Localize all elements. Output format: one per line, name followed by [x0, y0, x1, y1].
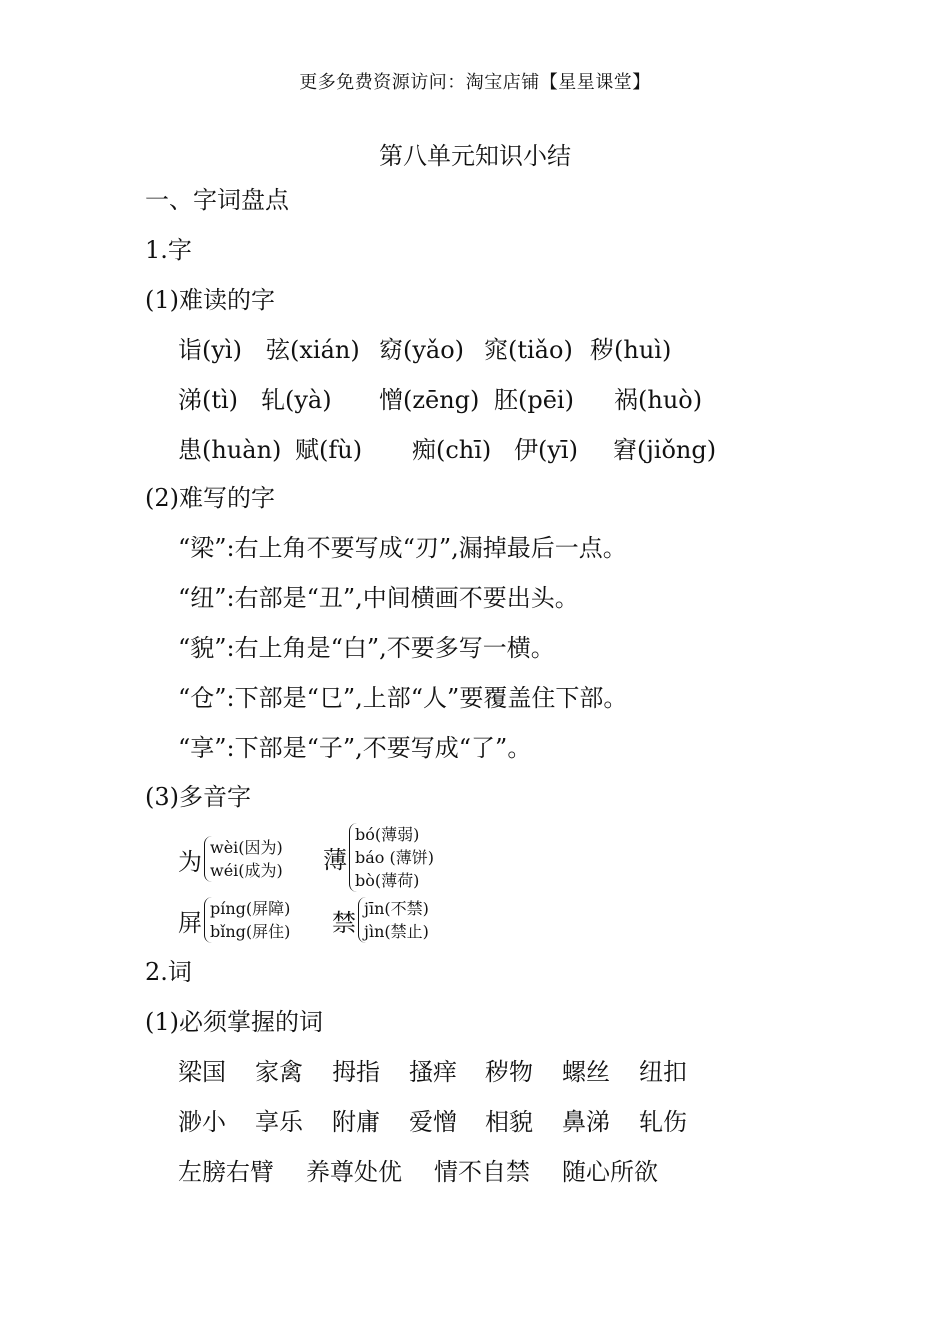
reading-brace: [204, 836, 283, 882]
hard-read-item: 伊(yī): [514, 436, 578, 464]
reading: jìn(禁止): [364, 922, 429, 941]
polyphonic-jin: [332, 897, 429, 943]
hard-read-item: 轧(yà): [261, 386, 332, 414]
word-item: 享乐: [255, 1108, 303, 1136]
section-heading: 一、字词盘点: [145, 186, 289, 214]
hard-write-note: “享”:下部是“子”,不要写成“了”。: [178, 734, 532, 762]
subsection-heading: (3)多音字: [145, 783, 251, 811]
hard-read-item: 秽(huì): [590, 336, 672, 364]
hard-read-item: 窘(jiǒng): [613, 436, 717, 464]
subsection-heading: 2.词: [145, 958, 192, 986]
reading: bǐng(屏住): [210, 922, 291, 941]
subsection-heading: (2)难写的字: [145, 484, 275, 512]
word-item: 轧伤: [639, 1108, 687, 1136]
subsection-heading: (1)必须掌握的词: [145, 1008, 323, 1036]
reading: bó(薄弱): [355, 825, 420, 844]
polyphonic-ping: [178, 897, 290, 943]
reading: wéi(成为): [210, 861, 283, 880]
reading-brace: [204, 897, 290, 943]
word-item: 附庸: [332, 1108, 380, 1136]
polyphonic-char: 屏: [178, 908, 202, 937]
reading-brace: [349, 823, 434, 892]
reading: bò(薄荷): [355, 871, 420, 890]
word-item: 情不自禁: [434, 1158, 530, 1186]
word-item: 左膀右臂: [178, 1158, 274, 1186]
subsection-heading: 1.字: [145, 236, 192, 264]
word-item: 渺小: [178, 1108, 226, 1136]
word-item: 秽物: [485, 1058, 533, 1086]
polyphonic-char: 为: [178, 847, 202, 876]
reading: wèi(因为): [210, 838, 283, 857]
hard-read-item: 憎(zēng): [379, 386, 480, 414]
word-item: 搔痒: [409, 1058, 457, 1086]
reading-brace: [358, 897, 429, 943]
reading: báo (薄饼): [355, 848, 434, 867]
word-item: 随心所欲: [562, 1158, 658, 1186]
hard-read-item: 痴(chī): [412, 436, 492, 464]
word-item: 爱憎: [409, 1108, 457, 1136]
hard-write-note: “仓”:下部是“㔾”,上部“人”要覆盖住下部。: [178, 684, 628, 712]
hard-read-item: 患(huàn): [178, 436, 282, 464]
hard-read-item: 诣(yì): [178, 336, 242, 364]
hard-write-note: “梁”:右上角不要写成“刃”,漏掉最后一点。: [178, 534, 627, 562]
word-item: 养尊处优: [306, 1158, 402, 1186]
word-item: 鼻涕: [562, 1108, 610, 1136]
page-title: 第八单元知识小结: [379, 142, 571, 170]
hard-read-item: 涕(tì): [178, 386, 239, 414]
polyphonic-char: 禁: [332, 908, 356, 937]
page-header: 更多免费资源访问：淘宝店铺【星星课堂】: [299, 72, 651, 93]
word-item: 螺丝: [562, 1058, 610, 1086]
hard-write-note: “貌”:右上角是“白”,不要多写一横。: [178, 634, 555, 662]
hard-read-item: 窈(yǎo): [379, 336, 465, 364]
word-item: 梁国: [178, 1058, 226, 1086]
hard-write-note: “纽”:右部是“丑”,中间横画不要出头。: [178, 584, 579, 612]
hard-read-item: 弦(xián): [266, 336, 360, 364]
word-item: 家禽: [255, 1058, 303, 1086]
hard-read-item: 窕(tiǎo): [484, 336, 573, 364]
hard-read-item: 祸(huò): [614, 386, 703, 414]
hard-read-item: 赋(fù): [295, 436, 363, 464]
polyphonic-wei: [178, 836, 283, 882]
word-item: 拇指: [332, 1058, 380, 1086]
reading: jīn(不禁): [364, 899, 429, 918]
polyphonic-bao: [323, 823, 434, 892]
subsection-heading: (1)难读的字: [145, 286, 275, 314]
polyphonic-char: 薄: [323, 846, 347, 874]
word-item: 纽扣: [639, 1058, 687, 1086]
hard-read-item: 胚(pēi): [494, 386, 574, 414]
word-item: 相貌: [485, 1108, 533, 1136]
reading: píng(屏障): [210, 899, 291, 918]
